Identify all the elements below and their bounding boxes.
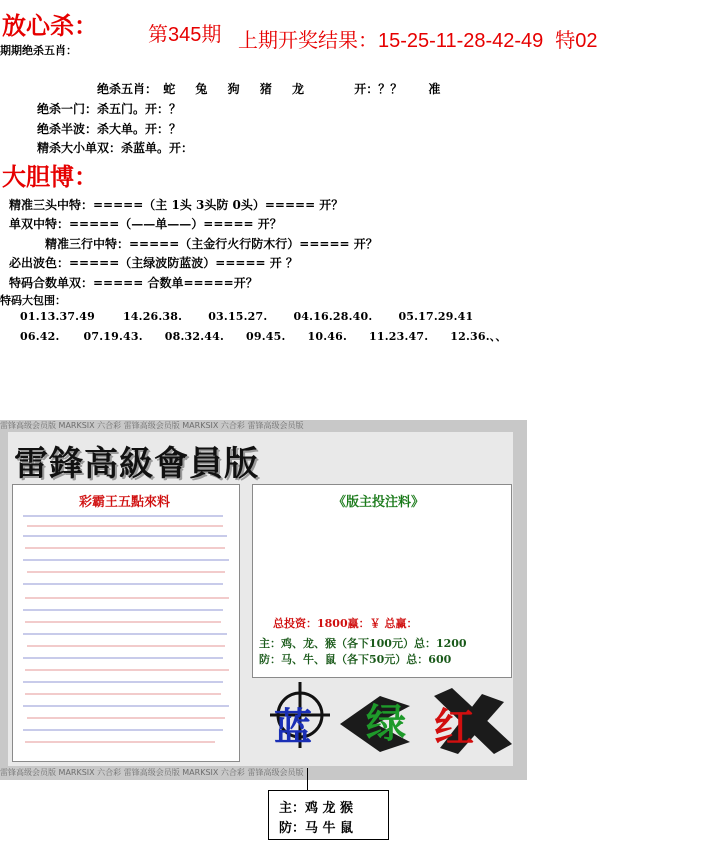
bold-item: 单双中特：=====（——单——）===== 开？ [9, 217, 282, 231]
kill-five-zodiac [97, 80, 440, 97]
package-number: 08.32.44. [164, 330, 224, 343]
member-poster [0, 420, 527, 780]
zodiac-4: 猪 [259, 82, 272, 96]
zodiac-1: 蛇 [163, 82, 176, 96]
bold-title: 大胆博： [2, 162, 98, 191]
package-number: 09.45. [246, 330, 286, 343]
color-green: 绿 [366, 701, 406, 747]
zodiac-5: 龙 [292, 82, 305, 96]
special-number: 特02 [555, 30, 598, 52]
summary-main: 主：鸡 龙 猴 [279, 801, 354, 816]
kill-five-mark: 准 [428, 82, 441, 96]
right-panel [252, 484, 512, 678]
kill-five-label: 绝杀五肖： [97, 82, 158, 96]
subtitle: 期期绝杀五肖： [0, 44, 77, 57]
right-panel-title: 《版主投注料》 [333, 495, 425, 510]
summary-box [268, 790, 389, 840]
left-panel-title: 彩霸王五點來料 [79, 495, 171, 510]
color-red: 红 [434, 705, 474, 751]
package-number: 11.23.47. [369, 330, 429, 343]
connector-line [307, 768, 308, 790]
bold-item: 精准三行中特：=====（主金行火行防木行）===== 开？ [45, 237, 378, 251]
watermark-left [0, 432, 8, 766]
brand-title: 雷鋒高級會員版 [14, 444, 259, 484]
guard-bet: 防：马、牛、鼠（各下50元）总：600 [259, 653, 452, 666]
package-number: 04.16.28.40. [293, 310, 373, 323]
package-number: 06.42. [20, 330, 60, 343]
main-bet: 主：鸡、龙、猴（各下100元）总：1200 [259, 637, 467, 650]
kill-big-small: 精杀大小单双：杀蓝单。开： [37, 141, 194, 155]
package-number: 07.19.43. [83, 330, 143, 343]
zodiac-3: 狗 [227, 82, 240, 96]
watermark-right [513, 432, 527, 766]
package-number: 14.26.38. [122, 310, 183, 323]
kill-half-wave: 绝杀半波：杀大单。开：？ [37, 122, 182, 136]
watermark-bottom: 雷锋高级会员版 MARKSIX 六合彩 雷锋高级会员版 MARKSIX 六合彩 雷锋高级会员版 [0, 766, 527, 780]
watermark-top: 雷锋高级会员版 MARKSIX 六合彩 雷锋高级会员版 MARKSIX 六合彩 雷锋高级会员版 [0, 420, 527, 432]
page-title: 放心杀： [2, 11, 98, 40]
bold-item: 必出波色：=====（主绿波防蓝波）===== 开 ？ [9, 256, 298, 270]
left-panel [12, 484, 240, 762]
zodiac-2: 兔 [195, 82, 208, 96]
total-bet: 总投资：1800蠃：￥ 总赢： [273, 617, 418, 630]
last-result-label: 上期开奖结果： [238, 30, 378, 52]
package-number: 10.46. [307, 330, 348, 343]
package-number: 12.36.、、 [450, 330, 507, 343]
bold-item: 特码合数单双：===== 合数单=====开？ [9, 276, 258, 290]
package-row-1 [20, 310, 473, 323]
bold-item: 精准三头中特：=====（主 1头 3头防 0头）===== 开？ [9, 198, 344, 212]
last-result-numbers: 15-25-11-28-42-49 [378, 30, 544, 52]
package-number: 01.13.37.49 [20, 310, 95, 323]
last-result [238, 24, 598, 53]
package-number: 05.17.29.41 [398, 310, 474, 323]
kill-five-open: 开：？？ [354, 82, 403, 96]
issue-number: 第345期 [148, 24, 222, 46]
color-blue: 蓝 [274, 705, 313, 749]
summary-guard: 防：马 牛 鼠 [279, 821, 354, 836]
package-title: 特码大包围： [0, 294, 66, 307]
kill-one-door: 绝杀一门：杀五门。开：？ [37, 102, 182, 116]
package-number: 03.15.27. [208, 310, 268, 323]
package-row-2 [20, 328, 507, 344]
